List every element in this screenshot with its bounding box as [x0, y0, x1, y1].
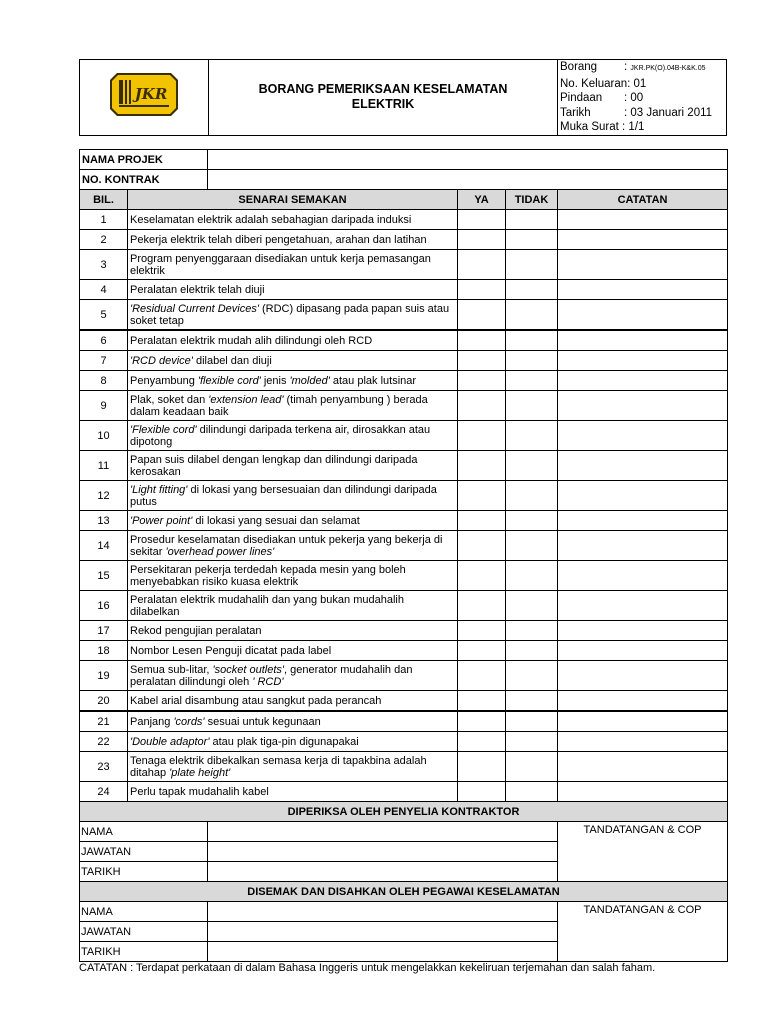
- meta-tarikh: Tarikh : 03 Januari 2011: [560, 106, 713, 119]
- table-row: [80, 481, 728, 511]
- tidak-checkbox-cell[interactable]: [506, 711, 558, 732]
- ya-checkbox-cell[interactable]: [458, 481, 506, 511]
- ya-checkbox-cell[interactable]: [458, 330, 506, 351]
- col-senarai-semakan: SENARAI SEMAKAN: [128, 190, 458, 210]
- table-row: [80, 732, 728, 752]
- item-description: [128, 351, 458, 371]
- item-text: Nombor Lesen Penguji dicatat pada label: [130, 644, 332, 657]
- tidak-checkbox-cell[interactable]: [506, 621, 558, 641]
- item-text: 'Power point': [130, 514, 193, 527]
- item-description: [128, 280, 458, 300]
- ya-checkbox-cell[interactable]: [458, 511, 506, 531]
- form-title-line2: ELEKTRIK: [351, 97, 415, 112]
- ya-checkbox-cell[interactable]: [458, 561, 506, 591]
- signoff-label: TARIKH: [80, 862, 208, 882]
- item-number: 23: [80, 752, 128, 782]
- item-text: 'RCD device': [130, 354, 193, 367]
- item-description: [128, 661, 458, 691]
- item-text: Peralatan elektrik mudahalih dan yang bukan mudahalih dilabelkan: [130, 593, 404, 618]
- item-description: [128, 421, 458, 451]
- column-header-row: [80, 190, 728, 210]
- meta-pindaan: Pindaan : 00: [560, 92, 644, 105]
- contract-no-label: NO. KONTRAK: [80, 170, 208, 190]
- ya-checkbox-cell[interactable]: [458, 661, 506, 691]
- item-description: [128, 561, 458, 591]
- signature-stamp-box[interactable]: TANDATANGAN & COP: [558, 822, 728, 882]
- item-text: sesuai untuk kegunaan: [204, 715, 321, 728]
- item-text: ' RCD': [252, 675, 284, 688]
- ya-checkbox-cell[interactable]: [458, 351, 506, 371]
- item-text: di lokasi yang sesuai dan selamat: [192, 514, 360, 527]
- form-title-line1: BORANG PEMERIKSAAN KESELAMATAN: [258, 82, 508, 97]
- table-row: [80, 641, 728, 661]
- item-text: Program penyenggaraan disediakan untuk kerja pemasangan elektrik: [130, 252, 431, 277]
- catatan-field[interactable]: [558, 300, 728, 331]
- item-description: [128, 531, 458, 561]
- tidak-checkbox-cell[interactable]: [506, 511, 558, 531]
- tidak-checkbox-cell[interactable]: [506, 210, 558, 230]
- item-text: 'molded': [289, 374, 330, 387]
- item-description: [128, 451, 458, 481]
- section-header-row: [80, 882, 728, 902]
- catatan-field[interactable]: [558, 691, 728, 712]
- catatan-field[interactable]: [558, 621, 728, 641]
- table-row: [80, 421, 728, 451]
- item-number: 2: [80, 230, 128, 250]
- item-description: [128, 752, 458, 782]
- project-name-field[interactable]: [208, 150, 728, 170]
- signoff-label: TARIKH: [80, 942, 208, 962]
- logo-cell: [80, 60, 209, 136]
- tidak-checkbox-cell[interactable]: [506, 752, 558, 782]
- item-number: 19: [80, 661, 128, 691]
- logo-text: JKR: [134, 85, 168, 104]
- ya-checkbox-cell[interactable]: [458, 591, 506, 621]
- tidak-checkbox-cell[interactable]: [506, 732, 558, 752]
- item-text: Prosedur keselamatan disediakan untuk pekerja yang bekerja di sekitar: [130, 533, 443, 558]
- signoff-field[interactable]: [208, 862, 558, 882]
- ya-checkbox-cell[interactable]: [458, 371, 506, 391]
- table-row: [80, 210, 728, 230]
- tidak-checkbox-cell[interactable]: [506, 391, 558, 421]
- signoff-field[interactable]: [208, 942, 558, 962]
- signoff-field[interactable]: [208, 822, 558, 842]
- signoff-row: [80, 822, 728, 842]
- form-title: [209, 60, 558, 136]
- tidak-checkbox-cell[interactable]: [506, 230, 558, 250]
- catatan-field[interactable]: [558, 752, 728, 782]
- item-text: 'socket outlets': [212, 663, 285, 676]
- item-text: Persekitaran pekerja terdedah kepada mesin yang boleh menyebabkan risiko kuasa elektrik: [130, 563, 406, 588]
- catatan-field[interactable]: [558, 531, 728, 561]
- item-number: 12: [80, 481, 128, 511]
- section-title: DISEMAK DAN DISAHKAN OLEH PEGAWAI KESELAMATAN: [80, 882, 728, 902]
- item-number: 7: [80, 351, 128, 371]
- table-row: [80, 782, 728, 802]
- item-text: 'Residual Current Devices': [130, 302, 259, 315]
- item-text: (timah penyambung ) berada dalam keadaan baik: [130, 393, 428, 418]
- item-text: Tenaga elektrik dibekalkan semasa kerja di tapakbina adalah ditahap: [130, 754, 427, 779]
- signoff-field[interactable]: [208, 922, 558, 942]
- tidak-checkbox-cell[interactable]: [506, 691, 558, 712]
- ya-checkbox-cell[interactable]: [458, 641, 506, 661]
- item-description: [128, 300, 458, 331]
- item-text: Penyambung: [130, 374, 198, 387]
- item-text: Papan suis dilabel dengan lengkap dan dilindungi daripada kerosakan: [130, 453, 418, 478]
- item-text: 'plate height': [169, 766, 231, 779]
- tidak-checkbox-cell[interactable]: [506, 351, 558, 371]
- item-text: Rekod pengujian peralatan: [130, 624, 262, 637]
- signoff-label: JAWATAN: [80, 842, 208, 862]
- item-number: 5: [80, 300, 128, 331]
- item-description: [128, 591, 458, 621]
- tidak-checkbox-cell[interactable]: [506, 531, 558, 561]
- tidak-checkbox-cell[interactable]: [506, 782, 558, 802]
- item-text: Plak, soket dan: [130, 393, 209, 406]
- item-description: [128, 391, 458, 421]
- ya-checkbox-cell[interactable]: [458, 621, 506, 641]
- jkr-logo: [109, 72, 179, 117]
- item-description: [128, 481, 458, 511]
- item-text: Semua sub-litar,: [130, 663, 213, 676]
- col-ya: YA: [458, 190, 506, 210]
- signoff-field[interactable]: [208, 842, 558, 862]
- ya-checkbox-cell[interactable]: [458, 531, 506, 561]
- ya-checkbox-cell[interactable]: [458, 782, 506, 802]
- meta-muka-surat: Muka Surat : 1/1: [560, 121, 645, 134]
- checklist-body: [80, 150, 728, 962]
- ya-checkbox-cell[interactable]: [458, 250, 506, 280]
- col-catatan: CATATAN: [558, 190, 728, 210]
- section-header-row: [80, 802, 728, 822]
- item-text: Panjang: [130, 715, 174, 728]
- ya-checkbox-cell[interactable]: [458, 391, 506, 421]
- catatan-field[interactable]: [558, 371, 728, 391]
- ya-checkbox-cell[interactable]: [458, 752, 506, 782]
- item-text: Pekerja elektrik telah diberi pengetahuan, arahan dan latihan: [130, 233, 427, 246]
- item-description: [128, 732, 458, 752]
- item-text: dilindungi daripada terkena air, dirosakkan atau dipotong: [130, 423, 431, 448]
- item-number: 16: [80, 591, 128, 621]
- item-description: [128, 711, 458, 732]
- item-description: [128, 621, 458, 641]
- tidak-checkbox-cell[interactable]: [506, 421, 558, 451]
- ya-checkbox-cell[interactable]: [458, 732, 506, 752]
- signoff-label: JAWATAN: [80, 922, 208, 942]
- catatan-field[interactable]: [558, 661, 728, 691]
- catatan-field[interactable]: [558, 351, 728, 371]
- item-text: jenis: [260, 374, 290, 387]
- catatan-field[interactable]: [558, 210, 728, 230]
- item-text: atau plak tiga-pin digunapakai: [209, 735, 359, 748]
- item-text: 'Light fitting': [130, 483, 188, 496]
- item-text: Perlu tapak mudahalih kabel: [130, 785, 269, 798]
- project-name-label: NAMA PROJEK: [80, 150, 208, 170]
- ya-checkbox-cell[interactable]: [458, 451, 506, 481]
- table-row: [80, 621, 728, 641]
- item-number: 20: [80, 691, 128, 712]
- item-text: 'cords': [173, 715, 205, 728]
- item-text: 'Flexible cord': [130, 423, 197, 436]
- item-description: [128, 230, 458, 250]
- item-number: 6: [80, 330, 128, 351]
- footer-note: CATATAN : Terdapat perkataan di dalam Bahasa Inggeris untuk mengelakkan kekeliruan terjemahan dan salah faham.: [79, 962, 656, 974]
- meta-no-keluaran: No. Keluaran: 01: [560, 77, 647, 90]
- ya-checkbox-cell[interactable]: [458, 300, 506, 331]
- item-text: 'flexible cord': [197, 374, 261, 387]
- item-description: [128, 330, 458, 351]
- tidak-checkbox-cell[interactable]: [506, 661, 558, 691]
- signoff-label: NAMA: [80, 902, 208, 922]
- tidak-checkbox-cell[interactable]: [506, 561, 558, 591]
- item-number: 1: [80, 210, 128, 230]
- catatan-field[interactable]: [558, 641, 728, 661]
- table-row: [80, 391, 728, 421]
- item-text: (RDC) dipasang pada papan suis atau soket tetap: [130, 302, 450, 327]
- signoff-field[interactable]: [208, 902, 558, 922]
- tidak-checkbox-cell[interactable]: [506, 330, 558, 351]
- item-number: 17: [80, 621, 128, 641]
- item-description: [128, 511, 458, 531]
- catatan-field[interactable]: [558, 421, 728, 451]
- catatan-field[interactable]: [558, 230, 728, 250]
- table-row: [80, 561, 728, 591]
- table-row: [80, 711, 728, 732]
- item-number: 24: [80, 782, 128, 802]
- table-row: [80, 451, 728, 481]
- meta-borang: Borang : JKR.PK(O).04B-K&K.05: [560, 61, 706, 73]
- item-description: [128, 641, 458, 661]
- checklist-form: [79, 149, 728, 962]
- tidak-checkbox-cell[interactable]: [506, 451, 558, 481]
- catatan-field[interactable]: [558, 330, 728, 351]
- table-row: [80, 661, 728, 691]
- tidak-checkbox-cell[interactable]: [506, 481, 558, 511]
- table-row: [80, 691, 728, 712]
- catatan-field[interactable]: [558, 732, 728, 752]
- signoff-label: NAMA: [80, 822, 208, 842]
- contract-no-row: [80, 170, 728, 190]
- item-number: 13: [80, 511, 128, 531]
- catatan-field[interactable]: [558, 782, 728, 802]
- table-row: [80, 752, 728, 782]
- tidak-checkbox-cell[interactable]: [506, 591, 558, 621]
- item-text: , generator mudahalih dan peralatan dilindungi oleh: [130, 663, 413, 688]
- item-number: 4: [80, 280, 128, 300]
- form-header: [79, 59, 727, 136]
- item-text: dilabel dan diuji: [192, 354, 272, 367]
- catatan-field[interactable]: [558, 250, 728, 280]
- table-row: [80, 230, 728, 250]
- item-text: 'extension lead': [208, 393, 284, 406]
- item-text: Peralatan elektrik telah diuji: [130, 283, 265, 296]
- catatan-field[interactable]: [558, 561, 728, 591]
- item-description: [128, 210, 458, 230]
- ya-checkbox-cell[interactable]: [458, 280, 506, 300]
- catatan-field[interactable]: [558, 391, 728, 421]
- document-meta: [558, 60, 727, 136]
- tidak-checkbox-cell[interactable]: [506, 371, 558, 391]
- item-number: 18: [80, 641, 128, 661]
- ya-checkbox-cell[interactable]: [458, 691, 506, 712]
- tidak-checkbox-cell[interactable]: [506, 280, 558, 300]
- tidak-checkbox-cell[interactable]: [506, 250, 558, 280]
- ya-checkbox-cell[interactable]: [458, 711, 506, 732]
- table-row: [80, 280, 728, 300]
- item-description: [128, 782, 458, 802]
- item-number: 9: [80, 391, 128, 421]
- item-description: [128, 250, 458, 280]
- item-text: Keselamatan elektrik adalah sebahagian daripada induksi: [130, 213, 412, 226]
- item-description: [128, 371, 458, 391]
- item-text: atau plak lutsinar: [329, 374, 417, 387]
- table-row: [80, 591, 728, 621]
- col-bil: BIL.: [80, 190, 128, 210]
- signoff-row: [80, 902, 728, 922]
- item-text: 'Double adaptor': [130, 735, 210, 748]
- item-number: 11: [80, 451, 128, 481]
- catatan-field[interactable]: [558, 481, 728, 511]
- signature-stamp-box[interactable]: TANDATANGAN & COP: [558, 902, 728, 962]
- tidak-checkbox-cell[interactable]: [506, 641, 558, 661]
- item-text: Kabel arial disambung atau sangkut pada perancah: [130, 694, 382, 707]
- table-row: [80, 511, 728, 531]
- ya-checkbox-cell[interactable]: [458, 421, 506, 451]
- item-number: 3: [80, 250, 128, 280]
- table-row: [80, 250, 728, 280]
- table-row: [80, 351, 728, 371]
- item-number: 10: [80, 421, 128, 451]
- item-text: di lokasi yang bersesuaian dan dilindungi daripada putus: [130, 483, 437, 508]
- item-text: 'overhead power lines': [165, 545, 275, 558]
- ya-checkbox-cell[interactable]: [458, 210, 506, 230]
- table-row: [80, 300, 728, 331]
- col-tidak: TIDAK: [506, 190, 558, 210]
- item-number: 8: [80, 371, 128, 391]
- catatan-field[interactable]: [558, 280, 728, 300]
- catatan-field[interactable]: [558, 711, 728, 732]
- table-row: [80, 531, 728, 561]
- catatan-field[interactable]: [558, 511, 728, 531]
- table-row: [80, 330, 728, 351]
- item-description: [128, 691, 458, 712]
- item-number: 14: [80, 531, 128, 561]
- catatan-field[interactable]: [558, 591, 728, 621]
- section-title: DIPERIKSA OLEH PENYELIA KONTRAKTOR: [80, 802, 728, 822]
- item-number: 15: [80, 561, 128, 591]
- ya-checkbox-cell[interactable]: [458, 230, 506, 250]
- item-number: 22: [80, 732, 128, 752]
- item-number: 21: [80, 711, 128, 732]
- project-name-row: [80, 150, 728, 170]
- item-text: Peralatan elektrik mudah alih dilindungi oleh RCD: [130, 334, 373, 347]
- table-row: [80, 371, 728, 391]
- tidak-checkbox-cell[interactable]: [506, 300, 558, 331]
- contract-no-field[interactable]: [208, 170, 728, 190]
- catatan-field[interactable]: [558, 451, 728, 481]
